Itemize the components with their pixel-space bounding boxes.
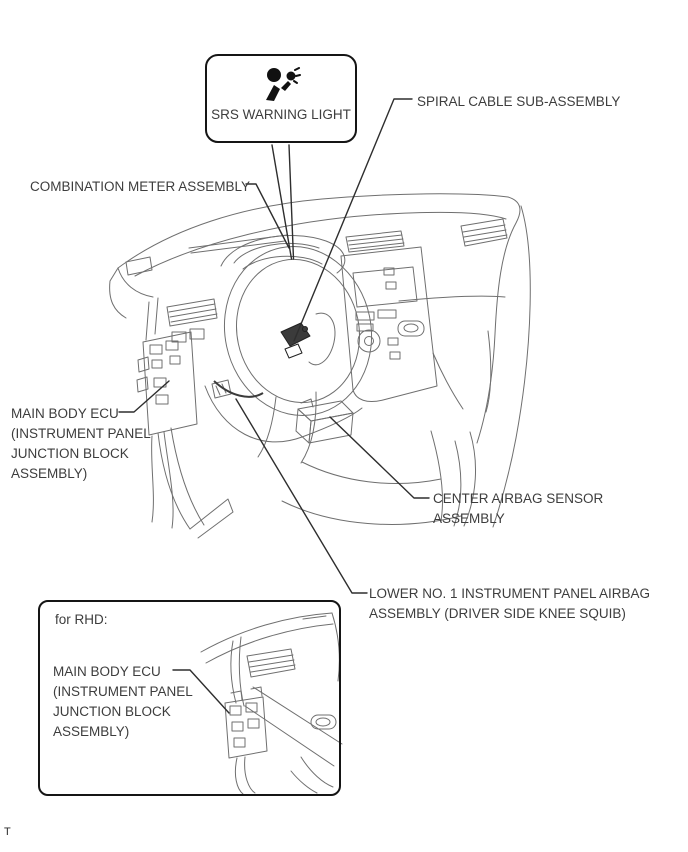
rhd-inset-box [38,600,341,796]
spiral-cable-component [281,323,310,358]
srs-warning-light-callout [205,54,357,143]
label-knee-airbag: LOWER NO. 1 INSTRUMENT PANEL AIRBAG ASSEMBLY (DRIVER SIDE KNEE SQUIB) [369,586,651,621]
corner-note: T [4,826,11,838]
label-rhd-main-body-ecu: MAIN BODY ECU (INSTRUMENT PANEL JUNCTION BLOCK ASSEMBLY) [53,664,193,739]
main-dashboard-illustration [110,194,531,538]
label-center-airbag-sensor: CENTER AIRBAG SENSOR ASSEMBLY [433,491,604,526]
center-airbag-leader [330,417,429,498]
label-combination-meter: COMBINATION METER ASSEMBLY [30,179,251,194]
knee-panel-edge [214,381,263,397]
knee-airbag-leader [236,399,367,593]
combination-meter-leader [246,184,289,248]
rhd-title: for RHD: [55,612,108,627]
srs-warning-light-label: SRS WARNING LIGHT [211,107,351,122]
label-spiral-cable: SPIRAL CABLE SUB-ASSEMBLY [417,94,621,109]
label-main-body-ecu: MAIN BODY ECU (INSTRUMENT PANEL JUNCTION BLOCK ASSEMBLY) [11,406,151,481]
airbag-warning-icon [261,65,301,105]
